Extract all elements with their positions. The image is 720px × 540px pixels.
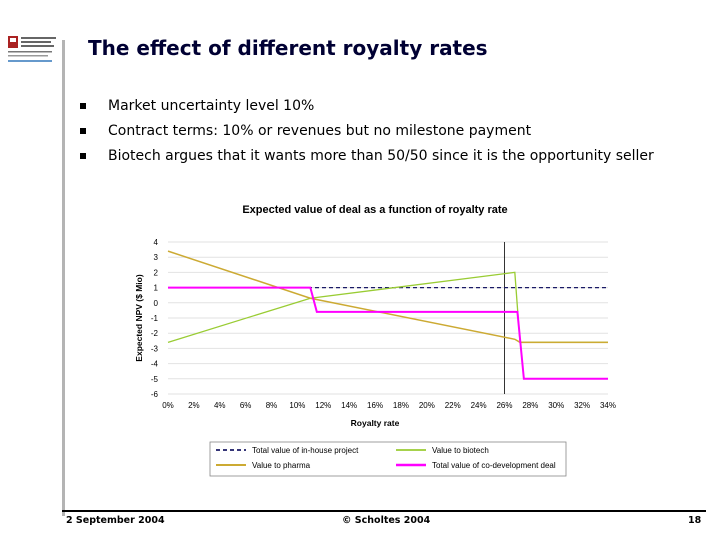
x-tick-label: 16%: [367, 401, 384, 410]
x-tick-label: 28%: [522, 401, 539, 410]
y-tick-label: 2: [153, 268, 158, 278]
slide-title: The effect of different royalty rates: [88, 36, 488, 60]
square-bullet-icon: [80, 103, 86, 109]
x-tick-label: 12%: [315, 401, 332, 410]
x-tick-label: 14%: [341, 401, 358, 410]
x-tick-label: 32%: [574, 401, 591, 410]
x-tick-label: 4%: [213, 401, 226, 410]
x-tick-label: 10%: [289, 401, 306, 410]
x-tick-label: 26%: [496, 401, 513, 410]
biotech-series-line: [168, 272, 608, 342]
y-tick-label: -3: [150, 344, 158, 354]
chart-svg: [130, 196, 620, 486]
y-tick-label: -6: [150, 390, 158, 399]
slide-left-rule: [62, 40, 65, 516]
chart-title: Expected value of deal as a function of royalty rate: [242, 204, 508, 216]
university-crest-icon: [8, 36, 58, 66]
y-tick-label: 0: [153, 298, 158, 308]
x-tick-label: 22%: [444, 401, 461, 410]
x-tick-label: 20%: [418, 401, 435, 410]
pharma-series-line: [168, 251, 608, 342]
bullet-text: Biotech argues that it wants more than 50/50 since it is the opportunity seller: [108, 148, 654, 164]
footer-page-number: 18: [688, 515, 702, 526]
x-tick-label: 34%: [599, 401, 617, 410]
y-axis-label: Expected NPV ($ Mio): [134, 274, 144, 362]
y-tick-label: -4: [150, 359, 158, 369]
x-tick-label: 18%: [392, 401, 409, 410]
bullet-text: Market uncertainty level 10%: [108, 98, 315, 114]
royalty-chart: [130, 196, 620, 490]
x-tick-label: 6%: [239, 401, 252, 410]
y-tick-label: 3: [153, 253, 158, 263]
university-logo: [8, 36, 58, 66]
x-axis-label: Royalty rate: [350, 418, 400, 428]
y-tick-label: -2: [150, 329, 158, 339]
x-tick-label: 0%: [162, 401, 174, 410]
bullet-list: [80, 94, 654, 169]
bullet-text: Contract terms: 10% or revenues but no milestone payment: [108, 123, 532, 139]
footer-date: 2 September 2004: [66, 515, 165, 526]
bullet-item: [80, 144, 654, 169]
y-tick-label: 1: [153, 283, 158, 293]
bullet-item: [80, 94, 654, 119]
x-tick-label: 30%: [548, 401, 565, 410]
x-tick-label: 8%: [265, 401, 278, 410]
legend-label: Value to biotech: [432, 446, 489, 455]
y-tick-label: -5: [150, 374, 158, 384]
legend-label: Value to pharma: [252, 461, 311, 470]
x-tick-label: 2%: [188, 401, 200, 410]
square-bullet-icon: [80, 153, 86, 159]
bullet-item: [80, 119, 654, 144]
square-bullet-icon: [80, 128, 86, 134]
y-tick-label: 4: [153, 238, 158, 247]
x-tick-label: 24%: [470, 401, 487, 410]
footer-rule: [62, 510, 706, 512]
footer-copyright: © Scholtes 2004: [342, 515, 431, 526]
legend-label: Total value of in-house project: [252, 446, 359, 455]
y-tick-label: -1: [150, 314, 158, 323]
legend-label: Total value of co-development deal: [432, 461, 556, 470]
